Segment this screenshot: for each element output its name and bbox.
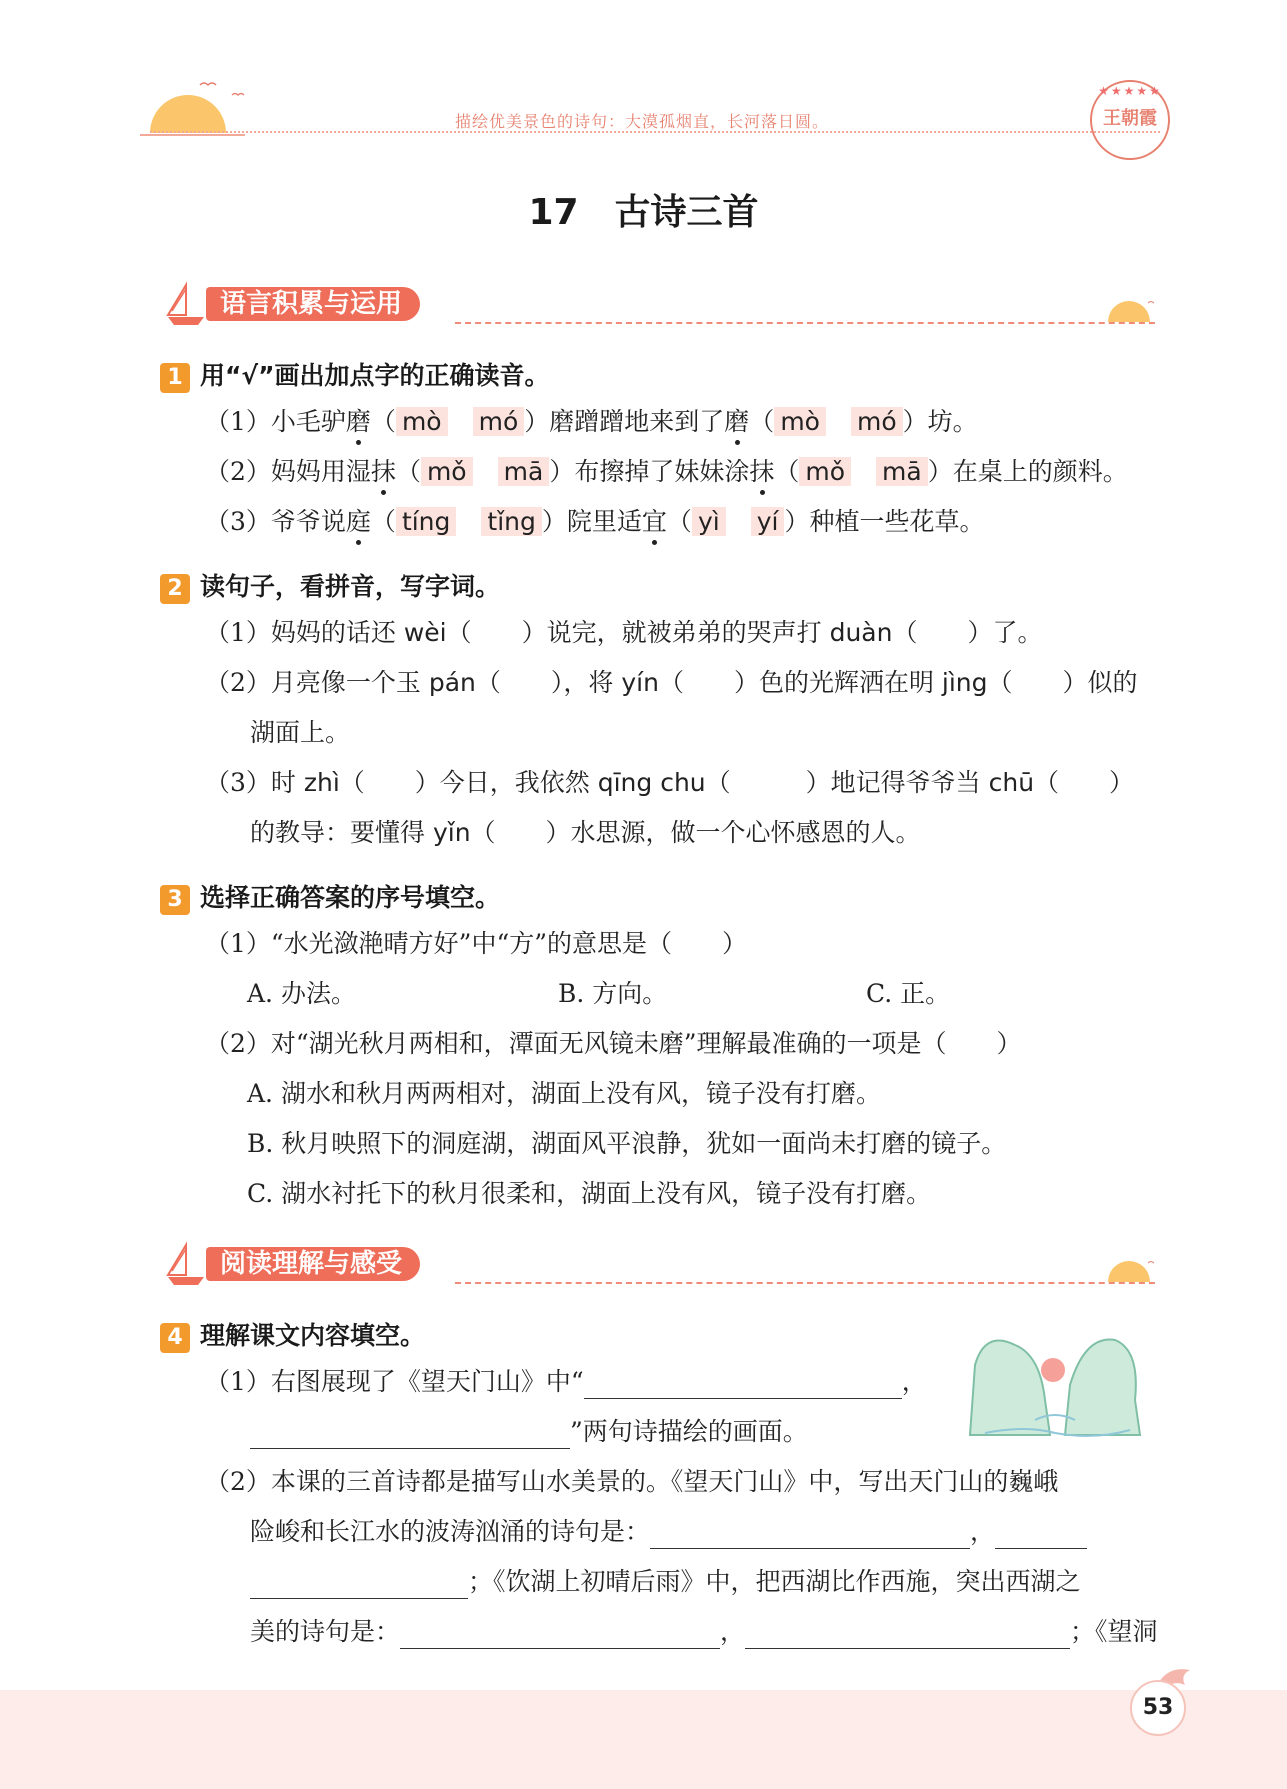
q4-sub-2-line-3: ；《饮湖上初晴后雨》中，把西湖比作西施，突出西湖之 [250, 1565, 1081, 1599]
small-sunset-icon [1100, 295, 1160, 325]
section-banner-1 [160, 287, 420, 321]
page-title [0, 184, 1287, 235]
answer-blank[interactable]: （ ） [1034, 768, 1135, 797]
q4-sub-1-line-2: ”两句诗描绘的画面。 [250, 1415, 808, 1449]
pinyin-option[interactable]: mā [498, 457, 550, 486]
pinyin-option[interactable]: mò [396, 407, 448, 436]
answer-line[interactable] [250, 1570, 468, 1599]
small-sunset-icon [1100, 1255, 1160, 1285]
question-1-title: 1 用“√”画出加点字的正确读音。 [160, 356, 550, 393]
answer-line[interactable] [650, 1520, 970, 1549]
section-title: 语言积累与运用 [206, 287, 420, 321]
question-4-title: 4 理解课文内容填空。 [160, 1316, 425, 1353]
pinyin-option[interactable]: mò [774, 407, 826, 436]
pinyin-option[interactable]: yí [751, 507, 785, 536]
q1-item-1: （1）小毛驴磨（ mò mó ）磨蹭蹭地来到了磨（ mò mó ）坊。 [205, 405, 978, 439]
seal-text: 王朝霞 [1103, 108, 1157, 129]
q3-option-b[interactable]: B. 方向。 [558, 979, 668, 1008]
q3-sub-1: （1）“水光潋滟晴方好”中“方”的意思是（ ） [205, 929, 748, 958]
pinyin-option[interactable]: yì [692, 507, 726, 536]
answer-blank[interactable]: （ ）水思源，做一个心怀感恩的人。 [470, 818, 921, 847]
pinyin-option[interactable]: mǒ [799, 457, 851, 486]
answer-blank[interactable]: （ ）地记得爷爷当 [705, 768, 989, 797]
lesson-number: 17 [528, 192, 579, 233]
pinyin-option[interactable]: mā [876, 457, 928, 486]
q4-sub-2-line-2: 险峻和长江水的波涛汹涌的诗句是： ， [250, 1515, 1087, 1549]
q2-line-3: 湖面上。 [250, 718, 351, 747]
pinyin-option[interactable]: tíng [396, 507, 456, 536]
question-number: 1 [160, 363, 190, 393]
section-divider [455, 1282, 1155, 1284]
answer-blank[interactable]: （ ）说完，就被弟弟的哭声打 [446, 618, 830, 647]
q3-option-c[interactable]: C. 正。 [866, 979, 951, 1008]
answer-line[interactable] [745, 1620, 1070, 1649]
page-number: 53 [1130, 1680, 1186, 1736]
footer-band [0, 1690, 1287, 1789]
pinyin-option[interactable]: mó [473, 407, 525, 436]
answer-line[interactable] [400, 1620, 720, 1649]
q4-sub-2-line-1: （2）本课的三首诗都是描写山水美景的。《望天门山》中，写出天门山的巍峨 [205, 1467, 1059, 1496]
q2-line-5: 的教导：要懂得 yǐn（ ）水思源，做一个心怀感恩的人。 [250, 818, 921, 847]
answer-line[interactable] [995, 1520, 1087, 1549]
section-divider [455, 322, 1155, 324]
lesson-title: 古诗三首 [614, 192, 759, 233]
answer-blank[interactable]: （ ）今日，我依然 [339, 768, 598, 797]
question-number: 3 [160, 885, 190, 915]
question-number: 4 [160, 1323, 190, 1353]
question-2-title: 2 读句子，看拼音，写字词。 [160, 567, 500, 604]
header-tagline: 描绘优美景色的诗句：大漠孤烟直，长河落日圆。 [455, 112, 830, 131]
q3-sub-2: （2）对“湖光秋月两相和，潭面无风镜未磨”理解最准确的一项是（ ） [205, 1029, 1022, 1058]
answer-line[interactable] [584, 1370, 902, 1399]
q4-sub-1-line-1: （1）右图展现了《望天门山》中“ ， [205, 1365, 927, 1399]
q1-item-2: （2）妈妈用湿抹（ mǒ mā ）布擦掉了妹妹涂抹（ mǒ mā ）在桌上的颜料。 [205, 455, 1128, 489]
answer-line[interactable] [250, 1420, 570, 1449]
q2-line-1: （1）妈妈的话还 wèi（ ）说完，就被弟弟的哭声打 duàn（ ）了。 [205, 618, 1043, 647]
answer-blank[interactable]: （ ）色的光辉洒在明 [658, 668, 942, 697]
sailboat-icon [160, 1241, 210, 1287]
question-number: 2 [160, 574, 190, 604]
q3-option-a[interactable]: A. 湖水和秋月两两相对，湖面上没有风，镜子没有打磨。 [247, 1079, 881, 1108]
pinyin-option[interactable]: mǒ [421, 457, 473, 486]
sailboat-icon [160, 281, 210, 327]
pinyin-option[interactable]: mó [851, 407, 903, 436]
section-title: 阅读理解与感受 [206, 1247, 420, 1281]
sunset-logo-icon [140, 75, 250, 145]
answer-blank[interactable]: （ ）似的 [987, 668, 1138, 697]
answer-blank[interactable]: （ ），将 [475, 668, 622, 697]
q4-sub-2-line-4: 美的诗句是： ， ；《望洞 [250, 1615, 1158, 1649]
q2-line-2: （2）月亮像一个玉 pán（ ），将 yín（ ）色的光辉洒在明 jìng（ ）似的 [205, 668, 1138, 697]
answer-blank[interactable]: （ ）了。 [892, 618, 1043, 647]
q3-option-b[interactable]: B. 秋月映照下的洞庭湖，湖面风平浪静，犹如一面尚未打磨的镜子。 [247, 1129, 1007, 1158]
q3-option-a[interactable]: A. 办法。 [247, 979, 356, 1008]
question-3-title: 3 选择正确答案的序号填空。 [160, 878, 500, 915]
seal-stamp: ★★★★★ 王朝霞 [1090, 80, 1170, 160]
q1-item-3: （3）爷爷说庭（ tíng tǐng ）院里适宜（ yì yí ）种植一些花草。 [205, 505, 984, 539]
pinyin-option[interactable]: tǐng [481, 507, 541, 536]
section-banner-2 [160, 1247, 420, 1281]
q3-option-c[interactable]: C. 湖水衬托下的秋月很柔和，湖面上没有风，镜子没有打磨。 [247, 1179, 932, 1208]
tianmen-mountain-illustration [965, 1325, 1145, 1440]
q2-line-4: （3）时 zhì（ ）今日，我依然 qīng chu（ ）地记得爷爷当 chū（ ） [205, 768, 1135, 797]
